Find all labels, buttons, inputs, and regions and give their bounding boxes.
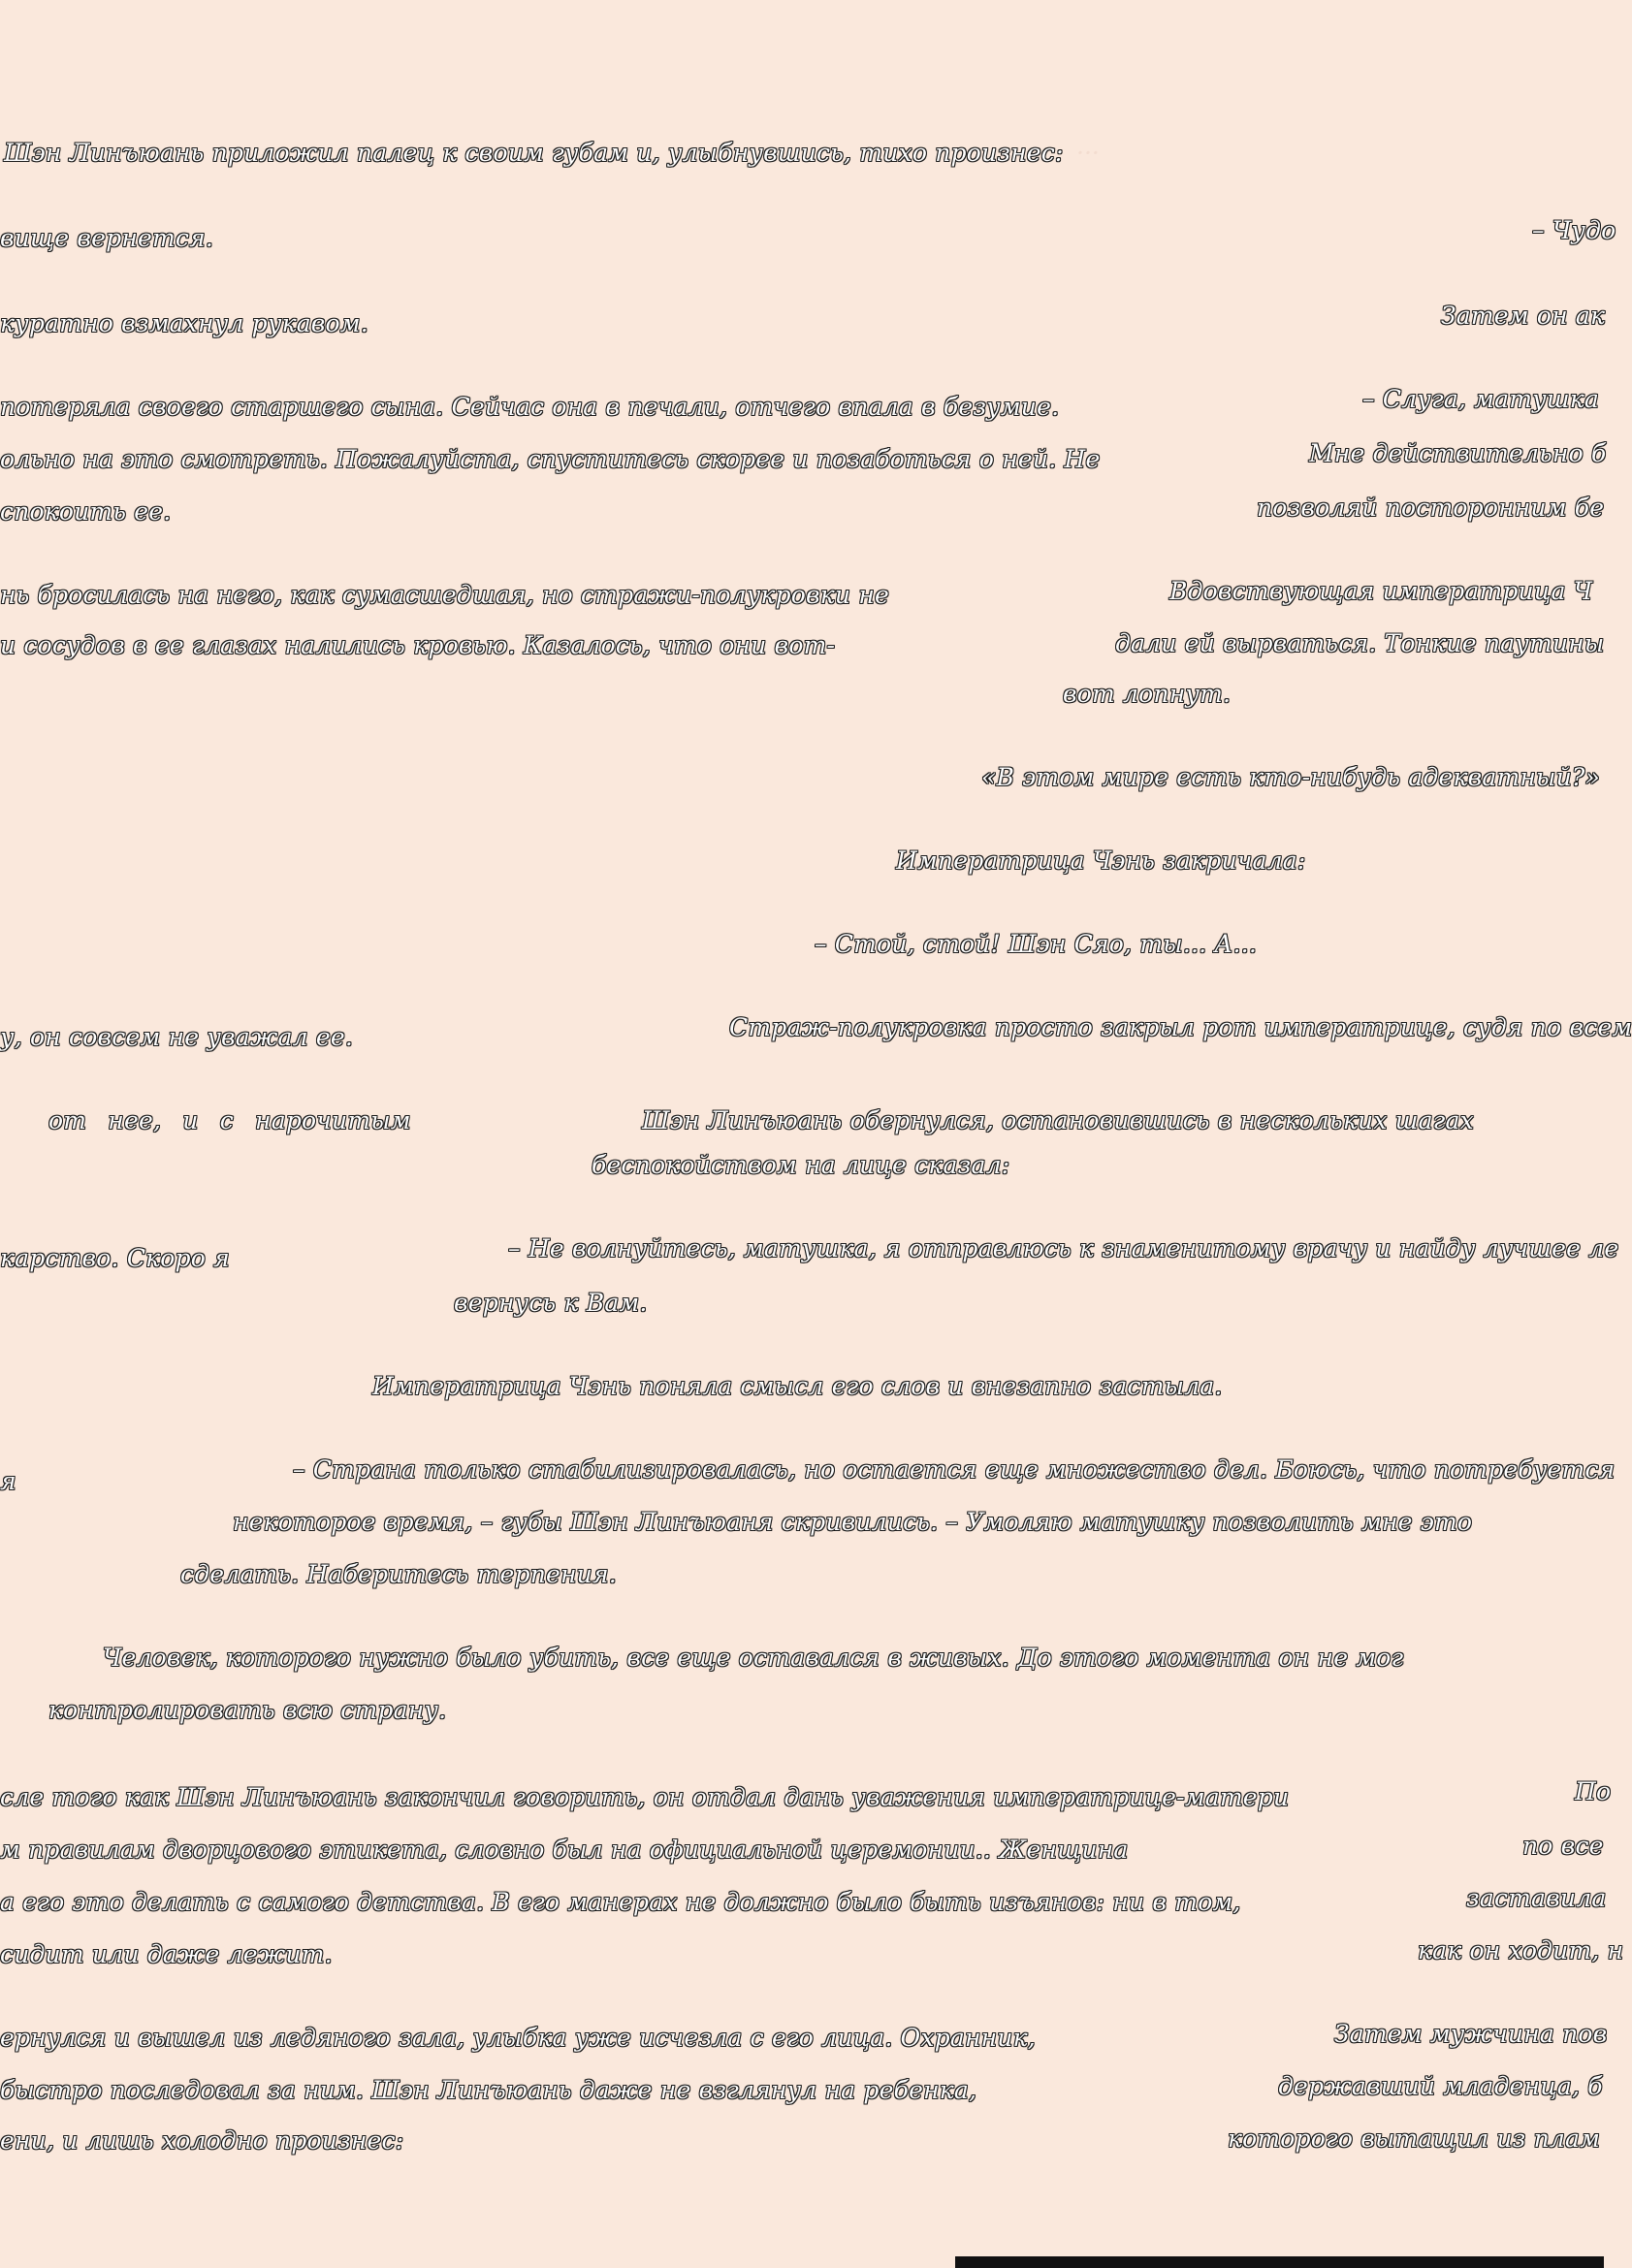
- text-line: беспокойством на лице сказал:: [592, 1151, 1010, 1179]
- text-line: спокоить ее.: [0, 497, 172, 526]
- text-line: Затем мужчина пов: [1334, 2020, 1608, 2048]
- text-line: ольно на это смотреть. Пожалуйста, спуститесь скорее и позаботься о ней. Не: [0, 445, 1101, 473]
- text-line: Вдовствующая императрица Ч: [1169, 577, 1593, 605]
- text-line: от нее, и с нарочитым: [48, 1106, 411, 1134]
- text-line: нь бросилась на него, как сумасшедшая, но стражи-полукровки не: [0, 581, 889, 609]
- text-line: – Не волнуйтесь, матушка, я отправлюсь к знаменитому врачу и найду лучшее ле: [508, 1234, 1619, 1262]
- text-line: – Страна только стабилизировалась, но остается еще множество дел. Боюсь, что потребуется: [293, 1455, 1616, 1484]
- text-line: вище вернется.: [0, 224, 214, 252]
- text-line: карство. Скоро я: [0, 1244, 230, 1272]
- text-line: сле того как Шэн Линъюань закончил говорить, он отдал дань уважения императрице-матери: [0, 1783, 1290, 1811]
- text-line: По: [1575, 1777, 1612, 1805]
- text-line: ернулся и вышел из ледяного зала, улыбка уже исчезла с его лица. Охранник,: [0, 2024, 1036, 2052]
- text-line: а его это делать с самого детства. В его манерах не должно было быть изъянов: ни в том,: [0, 1888, 1241, 1916]
- text-line: ени, и лишь холодно произнес:: [0, 2126, 404, 2155]
- text-line: по все: [1522, 1832, 1604, 1860]
- text-line: м правилам дворцового этикета, словно был на официальной церемонии.. Женщина: [0, 1836, 1129, 1864]
- text-line: быстро последовал за ним. Шэн Линъюань даже не взглянул на ребенка,: [0, 2076, 977, 2104]
- text-line: – Слуга, матушка: [1362, 385, 1599, 413]
- text-line: Страж-полукровка просто закрыл рот императрице, судя по всем: [729, 1013, 1632, 1041]
- text-line: потеряла своего старшего сына. Сейчас она в печали, отчего впала в безумие.: [0, 393, 1060, 421]
- text-line: Императрица Чэнь поняла смысл его слов и внезапно застыла.: [372, 1372, 1223, 1400]
- text-line: я: [0, 1467, 16, 1495]
- text-line: позволяй посторонним бе: [1257, 494, 1605, 522]
- text-line: Шэн Линъюань обернулся, остановившись в нескольких шагах: [642, 1106, 1474, 1134]
- text-line: вернусь к Вам.: [454, 1289, 648, 1317]
- text-line: куратно взмахнул рукавом.: [0, 309, 368, 337]
- text-line: сидит или даже лежит.: [0, 1940, 333, 1968]
- text-line: Затем он ак: [1441, 302, 1606, 330]
- text-line: некоторое время, – губы Шэн Линъюаня скривились. – Умоляю матушку позволить мне это: [233, 1508, 1473, 1536]
- text-line: «В этом мире есть кто-нибудь адекватный?»: [981, 763, 1601, 791]
- text-line: – Стой, стой! Шэн Сяо, ты... А...: [815, 930, 1257, 958]
- text-line: у, он совсем не уважал ее.: [0, 1023, 354, 1051]
- text-line: – Чудо: [1532, 216, 1616, 244]
- text-line: заставила: [1466, 1884, 1607, 1912]
- text-line: Мне действительно б: [1309, 439, 1607, 467]
- text-line: Императрица Чэнь закричала:: [896, 847, 1306, 875]
- text-line: Человек, которого нужно было убить, все еще оставался в живых. До этого момента он не мог: [103, 1644, 1404, 1672]
- text-line: как он ходит, н: [1418, 1936, 1624, 1965]
- text-line: державший младенца, б: [1278, 2072, 1603, 2100]
- bottom-scrollbar[interactable]: [955, 2256, 1604, 2268]
- text-line: которого вытащил из плам: [1228, 2124, 1601, 2153]
- text-line: контролировать всю страну.: [48, 1696, 447, 1724]
- text-line: вот лопнут.: [1063, 680, 1232, 708]
- text-line: Шэн Линъюань приложил палец к своим губам и, улыбнувшись, тихо произнес:: [4, 139, 1064, 167]
- text-line: сделать. Наберитесь терпения.: [180, 1560, 617, 1588]
- ghost-text: ···: [1076, 139, 1100, 167]
- text-line: дали ей вырваться. Тонкие паутины: [1115, 629, 1605, 657]
- text-line: и сосудов в ее глазах налились кровью. Казалось, что они вот-: [0, 631, 836, 659]
